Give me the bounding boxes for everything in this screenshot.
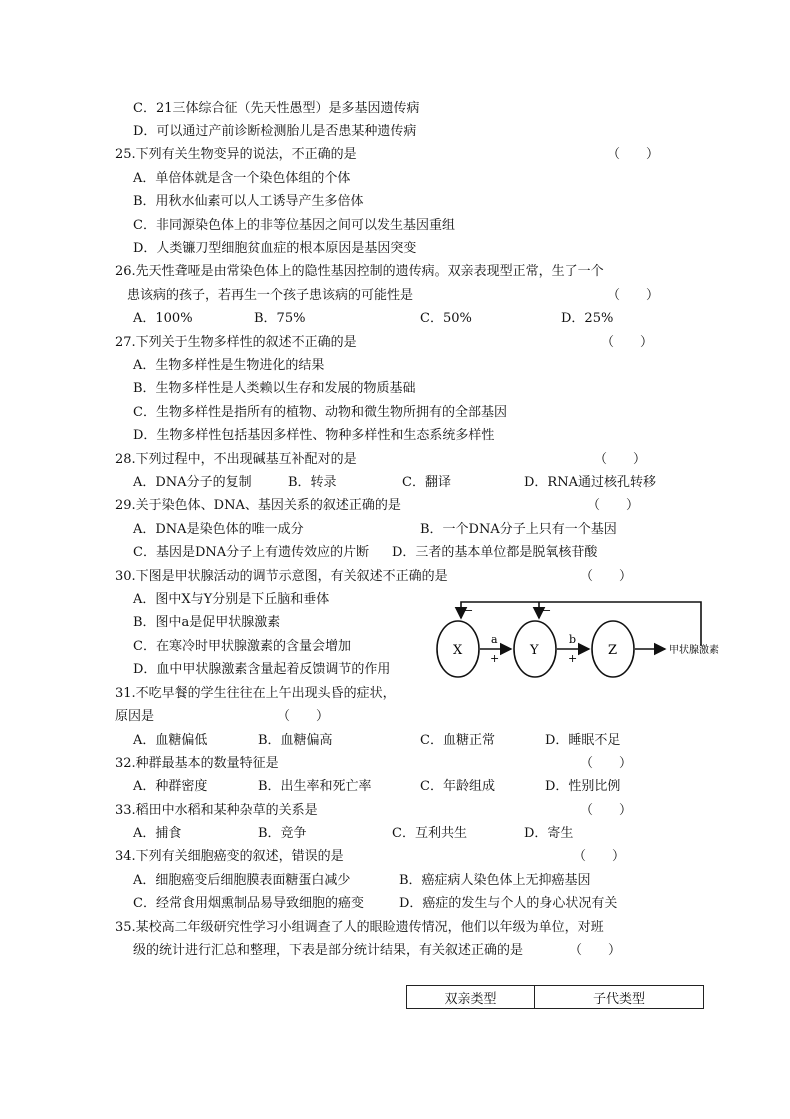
plus-b: + <box>568 652 578 665</box>
q32-option-a: A．种群密度 <box>133 779 208 794</box>
label-b: b <box>569 633 577 646</box>
q33-stem: 33.稻田中水稻和某种杂草的关系是 <box>115 803 318 818</box>
q28-option-b: B．转录 <box>288 475 337 490</box>
q25-answer-paren: （ ） <box>607 147 660 162</box>
q30-stem: 30.下图是甲状腺活动的调节示意图，有关叙述不正确的是 <box>115 569 448 584</box>
q35-stem-line2: 级的统计进行汇总和整理，下表是部分统计结果，有关叙述正确的是 <box>133 943 524 958</box>
label-a: a <box>491 633 498 646</box>
q29-option-d: D．三者的基本单位都是脱氧核苷酸 <box>392 545 598 560</box>
q34-option-b: B．癌症病人染色体上无抑癌基因 <box>399 873 591 888</box>
q30-option-d: D．血中甲状腺激素含量起着反馈调节的作用 <box>133 662 391 677</box>
q32-option-c: C．年龄组成 <box>420 779 495 794</box>
q30-answer-paren: （ ） <box>580 569 633 584</box>
q30-option-a: A．图中X与Y分别是下丘脑和垂体 <box>133 592 330 607</box>
feedback-minus-y: − <box>542 604 552 617</box>
q25-option-d: D．人类镰刀型细胞贫血症的根本原因是基因突变 <box>133 241 417 256</box>
q32-answer-paren: （ ） <box>580 756 633 771</box>
q34-answer-paren: （ ） <box>573 849 626 864</box>
q26-option-c: C．50% <box>420 311 472 326</box>
q31-option-d: D．睡眠不足 <box>545 733 621 748</box>
feedback-minus-x: − <box>464 604 474 617</box>
node-z-label: Z <box>608 643 618 658</box>
q26-stem-line2: 患该病的孩子，若再生一个孩子患该病的可能性是 <box>127 288 414 303</box>
q27-option-c: C．生物多样性是指所有的植物、动物和微生物所拥有的全部基因 <box>133 405 507 420</box>
q25-option-c: C．非同源染色体上的非等位基因之间可以发生基因重组 <box>133 218 455 233</box>
q33-option-c: C．互利共生 <box>392 826 467 841</box>
q26-option-d: D．25% <box>561 311 614 326</box>
q31-option-a: A．血糖偏低 <box>133 733 208 748</box>
q28-option-a: A．DNA分子的复制 <box>133 475 252 490</box>
q29-option-c: C．基因是DNA分子上有遗传效应的片断 <box>133 545 370 560</box>
q27-option-a: A．生物多样性是生物进化的结果 <box>133 358 325 373</box>
q29-answer-paren: （ ） <box>587 498 640 513</box>
q34-stem: 34.下列有关细胞癌变的叙述，错误的是 <box>115 849 344 864</box>
q24-option-d: D．可以通过产前诊断检测胎儿是否患某种遗传病 <box>133 124 417 139</box>
q34-option-c: C．经常食用烟熏制品易导致细胞的癌变 <box>133 896 364 911</box>
table-header-parents: 双亲类型 <box>407 986 535 1009</box>
q33-option-a: A．捕食 <box>133 826 182 841</box>
q26-stem-line1: 26.先天性聋哑是由常染色体上的隐性基因控制的遗传病。双亲表现型正常，生了一个 <box>115 264 604 279</box>
q31-stem-line2: 原因是 <box>115 709 155 724</box>
q30-option-b: B．图中a是促甲状腺激素 <box>133 615 281 630</box>
node-y-label: Y <box>530 643 539 658</box>
q33-answer-paren: （ ） <box>580 803 633 818</box>
q30-option-c: C．在寒冷时甲状腺激素的含量会增加 <box>133 639 351 654</box>
q33-option-d: D．寄生 <box>524 826 574 841</box>
q29-stem: 29.关于染色体、DNA、基因关系的叙述正确的是 <box>115 498 401 513</box>
output-label: 甲状腺激素 <box>669 645 719 656</box>
q28-answer-paren: （ ） <box>594 452 647 467</box>
q33-option-b: B．竞争 <box>258 826 307 841</box>
q25-option-a: A．单倍体就是含一个染色体组的个体 <box>133 171 351 186</box>
table-header-row <box>407 986 704 1009</box>
q31-option-c: C．血糖正常 <box>420 733 495 748</box>
q35-stem-line1: 35.某校高二年级研究性学习小组调查了人的眼睑遗传情况，他们以年级为单位，对班 <box>115 920 604 935</box>
q27-answer-paren: （ ） <box>601 335 654 350</box>
q25-stem: 25.下列有关生物变异的说法，不正确的是 <box>115 147 357 162</box>
q26-answer-paren: （ ） <box>607 288 660 303</box>
q31-stem-line1: 31.不吃早餐的学生往往在上午出现头昏的症状， <box>115 686 396 701</box>
q27-option-d: D．生物多样性包括基因多样性、物种多样性和生态系统多样性 <box>133 428 495 443</box>
q29-option-b: B．一个DNA分子上只有一个基因 <box>420 522 617 537</box>
q27-option-b: B．生物多样性是人类赖以生存和发展的物质基础 <box>133 381 416 396</box>
q32-stem: 32.种群最基本的数量特征是 <box>115 756 279 771</box>
q34-option-a: A．细胞癌变后细胞膜表面糖蛋白减少 <box>133 873 351 888</box>
q25-option-b: B．用秋水仙素可以人工诱导产生多倍体 <box>133 194 364 209</box>
q28-stem: 28.下列过程中，不出现碱基互补配对的是 <box>115 452 357 467</box>
q32-option-b: B．出生率和死亡率 <box>258 779 372 794</box>
q34-option-d: D．癌症的发生与个人的身心状况有关 <box>399 896 618 911</box>
q29-option-a: A．DNA是染色体的唯一成分 <box>133 522 304 537</box>
node-x-label: X <box>453 643 463 658</box>
q24-option-c: C．21三体综合征（先天性愚型）是多基因遗传病 <box>133 101 420 116</box>
q27-stem: 27.下列关于生物多样性的叙述不正确的是 <box>115 335 357 350</box>
q35-answer-paren: （ ） <box>569 943 622 958</box>
q28-option-c: C．翻译 <box>402 475 451 490</box>
q32-option-d: D．性别比例 <box>545 779 621 794</box>
q28-option-d: D．RNA通过核孔转移 <box>524 475 656 490</box>
q31-option-b: B．血糖偏高 <box>258 733 333 748</box>
q26-option-a: A．100% <box>133 311 193 326</box>
q35-statistics-table <box>406 985 704 1009</box>
q26-option-b: B．75% <box>254 311 306 326</box>
table-header-offspring: 子代类型 <box>535 986 704 1009</box>
q31-answer-paren: （ ） <box>277 709 330 724</box>
plus-a: + <box>490 652 500 665</box>
thyroid-regulation-diagram <box>433 598 733 688</box>
